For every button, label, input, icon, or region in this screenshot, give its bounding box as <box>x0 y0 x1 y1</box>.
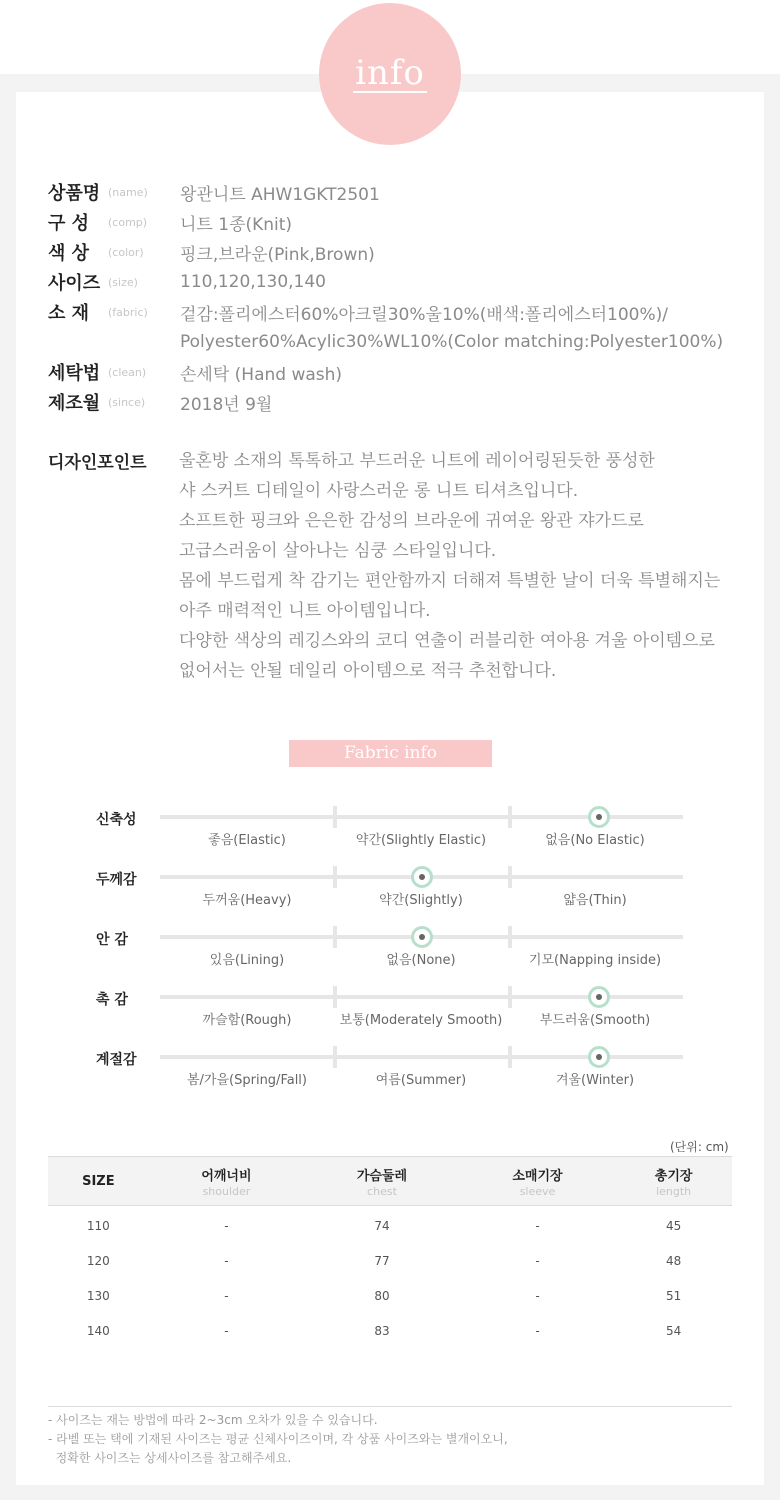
fabric-scale-option: 두꺼움(Heavy) <box>202 893 292 908</box>
header-label: 소매기장 <box>512 1168 563 1184</box>
spec-sub-label: (fabric) <box>108 305 148 319</box>
spec-sub-label: (comp) <box>108 215 148 229</box>
spec-row <box>48 387 272 417</box>
spec-value: 손세탁 (Hand wash) <box>180 364 343 385</box>
fabric-scale-divider <box>508 806 512 828</box>
size-table-header-cell <box>149 1157 305 1206</box>
header-label: 가슴둘레 <box>356 1168 408 1184</box>
spec-label: 세탁법 <box>48 363 101 384</box>
fabric-scale-divider <box>508 926 512 948</box>
note-line: - 사이즈는 재는 방법에 따라 2~3cm 오차가 있을 수 있습니다. <box>48 1413 378 1427</box>
fabric-scale-divider <box>333 926 337 948</box>
spec-row <box>48 177 380 207</box>
fabric-scale-label: 계절감 <box>96 1052 137 1068</box>
spec-value: 겉감:폴리에스터60%아크릴30%울10%(배색:폴리에스터100%)/ <box>180 304 668 325</box>
header-sub-label: sleeve <box>519 1184 556 1198</box>
design-point-label: 디자인포인트 <box>48 453 147 473</box>
spec-sub-label: (color) <box>108 245 144 259</box>
fabric-scale-label: 신축성 <box>96 812 137 828</box>
spec-label: 제조월 <box>48 393 101 414</box>
spec-value: 110,120,130,140 <box>180 272 327 292</box>
spec-value: Polyester60%Acylic30%WL10%(Color matching:Polyester100%) <box>180 332 724 352</box>
design-line: 다양한 색상의 레깅스와의 코디 연출이 러블리한 여아용 겨울 아이템으로 <box>179 631 715 651</box>
spec-label: 색 상 <box>48 243 90 264</box>
fabric-scale-divider <box>333 1046 337 1068</box>
unit-label: (단위: cm) <box>670 1140 729 1154</box>
spec-sub-label: (since) <box>108 395 146 409</box>
table-cell: 54 <box>665 1323 682 1338</box>
table-cell: 51 <box>665 1288 682 1303</box>
fabric-scale-marker-icon <box>411 926 433 948</box>
design-line: 울혼방 소재의 톡톡하고 부드러운 니트에 레이어링된듯한 풍성한 <box>179 451 655 471</box>
info-badge <box>319 3 461 145</box>
fabric-scale-row <box>0 1052 780 1115</box>
fabric-scale-divider <box>333 986 337 1008</box>
info-badge-label: info <box>355 53 425 93</box>
table-row <box>48 1278 732 1313</box>
spec-value: 2018년 9월 <box>180 394 273 415</box>
fabric-scale-divider <box>508 866 512 888</box>
spec-sub-label: (size) <box>108 275 138 289</box>
fabric-info-title: Fabric info <box>289 740 492 767</box>
spec-value: 핑크,브라운(Pink,Brown) <box>180 244 375 265</box>
design-line: 없어서는 안될 데일리 아이템으로 적극 추천합니다. <box>179 661 557 681</box>
table-cell: - <box>535 1323 540 1338</box>
spec-label: 상품명 <box>48 183 101 204</box>
table-cell: 80 <box>374 1288 390 1303</box>
design-line: 샤 스커트 디테일이 사랑스러운 롱 니트 티셔츠입니다. <box>179 481 579 501</box>
spec-row <box>48 297 668 327</box>
table-cell: - <box>535 1253 540 1268</box>
table-cell: 140 <box>86 1323 110 1338</box>
fabric-scale-option: 보통(Moderately Smooth) <box>339 1013 503 1028</box>
note-line: - 라벨 또는 택에 기재된 사이즈는 평균 신체사이즈이며, 각 상품 사이즈와는 별개이오니, <box>48 1432 508 1446</box>
fabric-scale-option: 없음(None) <box>386 953 456 968</box>
design-line: 아주 매력적인 니트 아이템입니다. <box>179 601 431 621</box>
fabric-scale-option: 봄/가을(Spring/Fall) <box>186 1073 307 1088</box>
table-cell: - <box>224 1288 229 1303</box>
fabric-scale-marker-icon <box>588 986 610 1008</box>
fabric-scale-divider <box>508 986 512 1008</box>
table-cell: - <box>224 1253 229 1268</box>
fabric-scale-row <box>0 932 780 995</box>
spec-sub-label: (clean) <box>108 365 147 379</box>
fabric-scale-row <box>0 992 780 1055</box>
fabric-scale-row <box>0 812 780 875</box>
fabric-scale-option: 부드러움(Smooth) <box>539 1013 651 1028</box>
fabric-scale-option: 좋음(Elastic) <box>208 833 286 848</box>
table-cell: 74 <box>374 1218 390 1233</box>
fabric-scale-marker-icon <box>588 1046 610 1068</box>
fabric-scale-label: 안 감 <box>96 932 128 948</box>
spec-sub-label: (name) <box>108 185 148 199</box>
table-row <box>48 1206 732 1244</box>
table-cell: 77 <box>374 1253 390 1268</box>
table-cell: - <box>535 1218 540 1233</box>
design-point-text <box>179 446 779 686</box>
notes-divider <box>48 1406 732 1407</box>
spec-value: 니트 1종(Knit) <box>180 214 293 235</box>
size-table-header-cell <box>460 1157 616 1206</box>
design-line: 소프트한 핑크와 은은한 감성의 브라운에 귀여운 왕관 쟈가드로 <box>179 511 644 531</box>
table-cell: - <box>224 1218 229 1233</box>
table-cell: - <box>535 1288 540 1303</box>
size-table-header-cell <box>615 1157 732 1206</box>
table-cell: - <box>224 1323 229 1338</box>
fabric-scale-label: 촉 감 <box>96 992 128 1008</box>
table-cell: 120 <box>86 1253 110 1268</box>
spec-label: 사이즈 <box>48 273 101 294</box>
fabric-scale-option: 기모(Napping inside) <box>528 953 662 968</box>
spec-label: 소 재 <box>48 303 90 324</box>
fabric-scale-divider <box>333 806 337 828</box>
size-table-header-cell <box>48 1157 149 1206</box>
note-line: 정확한 사이즈는 상세사이즈를 참고해주세요. <box>48 1451 292 1465</box>
size-table-header <box>48 1157 732 1206</box>
spec-row <box>48 237 375 267</box>
fabric-scale-option: 약간(Slightly Elastic) <box>355 833 487 848</box>
fabric-scale-label: 두께감 <box>96 872 137 888</box>
fabric-scale-option: 겨울(Winter) <box>555 1073 635 1088</box>
table-cell: 48 <box>665 1253 682 1268</box>
fabric-scale-option: 여름(Summer) <box>375 1073 467 1088</box>
fabric-scale-row <box>0 872 780 935</box>
header-sub-label: length <box>656 1184 692 1198</box>
header-sub-label: shoulder <box>202 1184 251 1198</box>
table-row <box>48 1243 732 1278</box>
fabric-scale-marker-icon <box>588 806 610 828</box>
header-label: 어깨너비 <box>201 1168 252 1184</box>
size-table-header-cell <box>304 1157 460 1206</box>
table-cell: 83 <box>374 1323 390 1338</box>
table-cell: 130 <box>86 1288 110 1303</box>
header-label: 총기장 <box>654 1168 693 1184</box>
fabric-scale-divider <box>333 866 337 888</box>
table-cell: 45 <box>665 1218 682 1233</box>
spec-row <box>48 207 292 237</box>
size-table <box>48 1156 732 1348</box>
fabric-scale-option: 없음(No Elastic) <box>545 833 645 848</box>
fabric-scale-option: 까슬함(Rough) <box>202 1013 292 1028</box>
design-line: 고급스러움이 살아나는 심쿵 스타일입니다. <box>179 541 497 561</box>
header-label: SIZE <box>82 1173 115 1189</box>
fabric-scale-divider <box>508 1046 512 1068</box>
spec-label: 구 성 <box>48 213 90 234</box>
header-sub-label: chest <box>367 1184 397 1198</box>
spec-row <box>48 327 723 357</box>
fabric-scale-option: 약간(Slightly) <box>379 893 463 908</box>
size-notes <box>48 1411 508 1468</box>
table-row <box>48 1313 732 1348</box>
fabric-scale-option: 있음(Lining) <box>209 953 285 968</box>
spec-row <box>48 357 342 387</box>
fabric-scale-option: 얇음(Thin) <box>563 893 627 908</box>
design-line: 몸에 부드럽게 착 감기는 편안함까지 더해져 특별한 날이 더욱 특별해지는 <box>179 571 721 591</box>
spec-row <box>48 267 326 297</box>
spec-value: 왕관니트 AHW1GKT2501 <box>180 184 380 205</box>
fabric-scale-marker-icon <box>411 866 433 888</box>
table-cell: 110 <box>86 1218 110 1233</box>
